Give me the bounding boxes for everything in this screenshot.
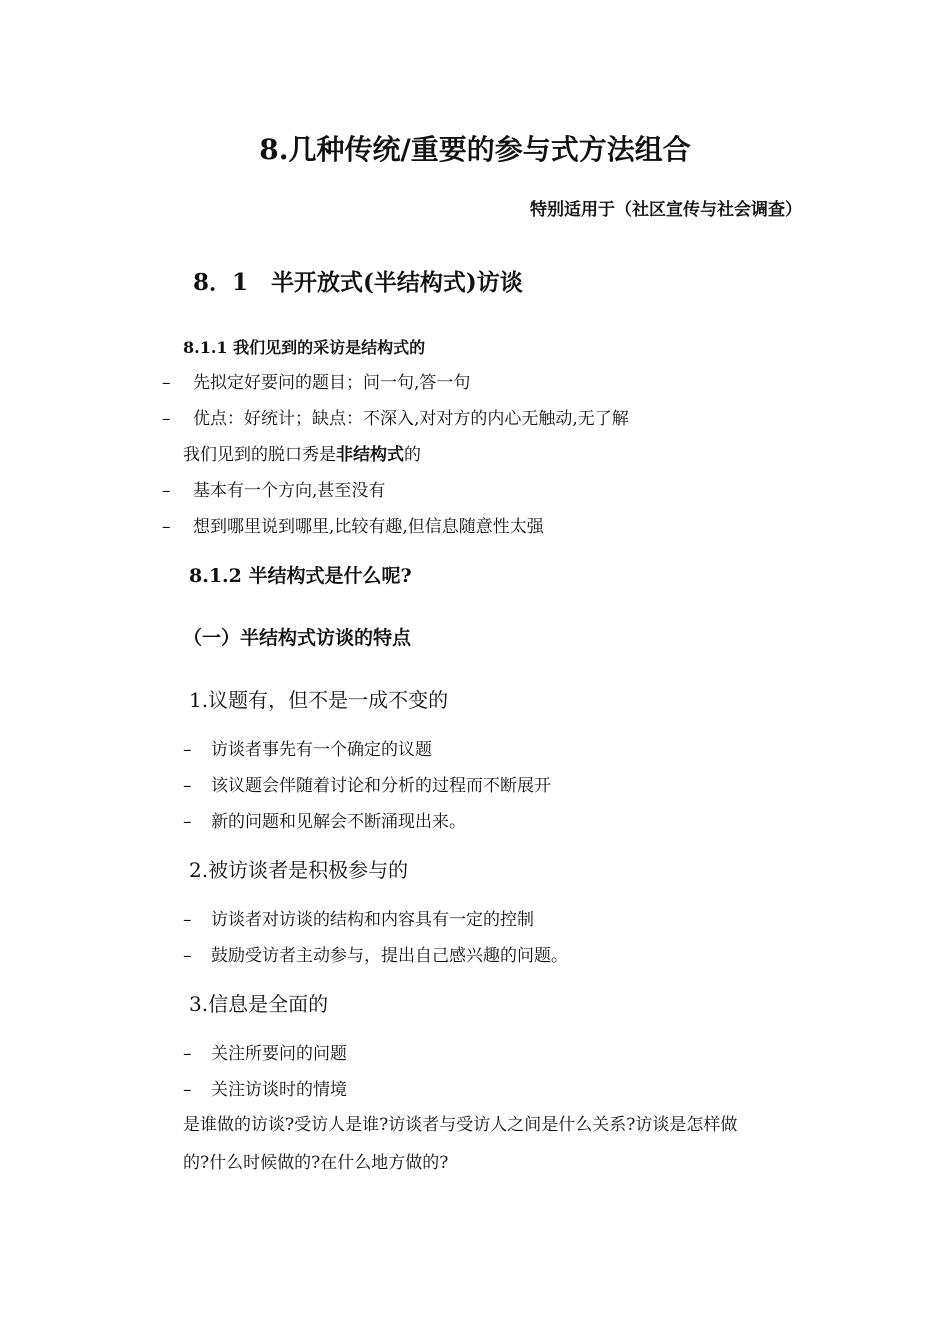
point-heading-3: 3.信息是全面的	[189, 992, 329, 1016]
intro-paragraph	[183, 447, 421, 464]
closing-paragraph-line-2: 的?什么时候做的?在什么地方做的?	[183, 1153, 449, 1173]
dash-bullet-marker: –	[162, 481, 171, 501]
dash-bullet-marker: –	[183, 776, 192, 796]
point-heading-2: 2.被访谈者是积极参与的	[189, 858, 409, 882]
subsection-heading-8-1-2: 8.1.2 半结构式是什么呢?	[189, 565, 412, 587]
dash-bullet-marker: –	[162, 373, 171, 393]
point-heading-1: 1.议题有，但不是一成不变的	[189, 688, 449, 712]
intro-text-bold: 非结构式	[336, 445, 404, 465]
list-item: 先拟定好要问的题目；问一句,答一句	[193, 373, 471, 393]
dash-bullet-marker: –	[183, 910, 192, 930]
closing-paragraph-line-1: 是谁做的访谈?受访人是谁?访谈者与受访人之间是什么关系?访谈是怎样做	[183, 1115, 738, 1135]
dash-bullet-marker: –	[183, 946, 192, 966]
dash-bullet-marker: –	[183, 1080, 192, 1100]
list-item: 新的问题和见解会不断涌现出来。	[211, 812, 466, 832]
list-item: 该议题会伴随着讨论和分析的过程而不断展开	[211, 776, 551, 796]
dash-bullet-marker: –	[183, 812, 192, 832]
page-subtitle: 特别适用于（社区宣传与社会调查）	[530, 200, 802, 220]
intro-text-before: 我们见到的脱口秀是	[183, 445, 336, 465]
list-item: 访谈者事先有一个确定的议题	[211, 740, 432, 760]
part-heading-features: （一）半结构式访谈的特点	[183, 627, 412, 649]
intro-text-after: 的	[404, 445, 421, 465]
list-item: 关注访谈时的情境	[211, 1080, 347, 1100]
dash-bullet-marker: –	[162, 517, 171, 537]
subsection-heading-8-1-1: 8.1.1 我们见到的采访是结构式的	[183, 338, 426, 357]
list-item: 基本有一个方向,甚至没有	[193, 481, 386, 501]
list-item: 想到哪里说到哪里,比较有趣,但信息随意性太强	[193, 517, 544, 537]
list-item: 鼓励受访者主动参与，提出自己感兴趣的问题。	[211, 946, 568, 966]
dash-bullet-marker: –	[183, 740, 192, 760]
page-title: 8.几种传统/重要的参与式方法组合	[259, 133, 691, 166]
list-item: 访谈者对访谈的结构和内容具有一定的控制	[211, 910, 534, 930]
section-heading-8-1: 8．1 半开放式(半结构式)访谈	[193, 269, 523, 296]
list-item: 关注所要问的问题	[211, 1044, 347, 1064]
dash-bullet-marker: –	[162, 409, 171, 429]
list-item: 优点：好统计；缺点：不深入,对对方的内心无触动,无了解	[193, 409, 629, 429]
dash-bullet-marker: –	[183, 1044, 192, 1064]
